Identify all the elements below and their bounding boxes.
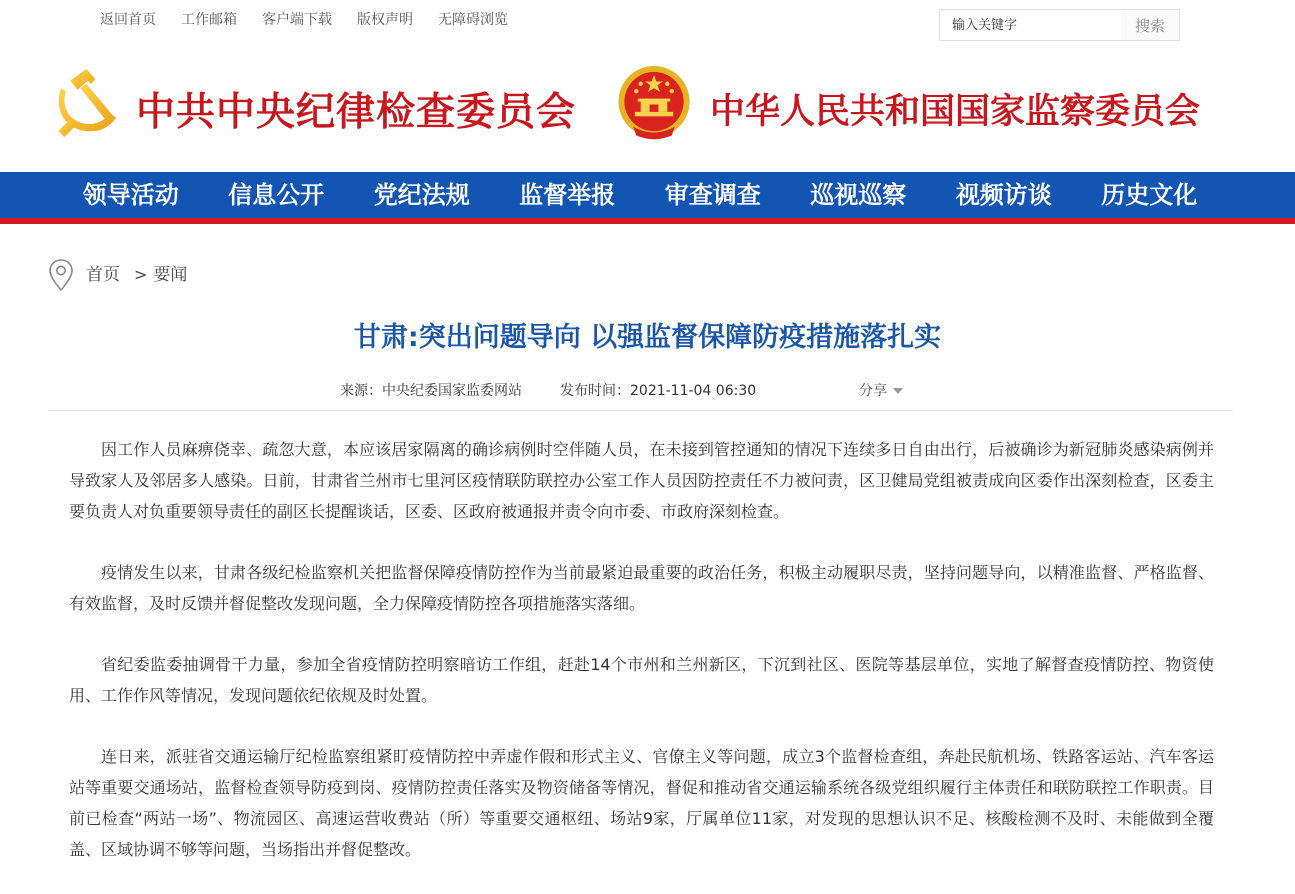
breadcrumb-separator: > [134, 265, 148, 284]
nav-underline [0, 218, 1295, 224]
search-input[interactable] [940, 10, 1120, 40]
breadcrumb [48, 258, 187, 292]
top-links [100, 10, 533, 30]
article-publish-time: 发布时间：2021-11-04 06:30 [560, 383, 757, 399]
article-source: 来源：中央纪委国家监委网站 [340, 383, 522, 399]
article-paragraph: 因工作人员麻痹侥幸、疏忽大意，本应该居家隔离的确诊病例时空伴随人员，在未接到管控通知的情况下连续多日自由出行，后被确诊为新冠肺炎感染病例并导致家人及邻居多人感染。日前，甘肃省兰州市七里河区疫情联防联控办公室工作人员因防控责任不力被问责，区卫健局党组被责成向区委作出深刻检查，区委主要负责人对负重要领导责任的副区长提醒谈话，区委、区政府被通报并责令向市委、市政府深刻检查。 [69, 440, 1214, 521]
article-paragraph: 连日来，派驻省交通运输厅纪检监察组紧盯疫情防控中弄虚作假和形式主义、官僚主义等问题，成立3个监督检查组，奔赴民航机场、铁路客运站、汽车客运站等重要交通场站，监督检查领导防疫到岗、疫情防控责任落实及物资储备等情况，督促和推动省交通运输系统各级党组织履行主体责任和联防联控工作职责。目前已检查“两站一场”、物流园区、高速运营收费站（所）等重要交通枢纽、场站9家，厅属单位11家，对发现的思想认识不足、核酸检测不及时、未能做到全覆盖、区域协调不够等问题，当场指出并督促整改。 [69, 747, 1214, 859]
main-nav [0, 172, 1295, 220]
party-emblem-icon[interactable] [48, 66, 122, 140]
national-emblem-icon[interactable] [617, 64, 691, 142]
article-meta [340, 380, 756, 402]
site-header [0, 44, 1295, 172]
article-paragraph: 疫情发生以来，甘肃各级纪检监察机关把监督保障疫情防控作为当前最紧迫最重要的政治任务，积极主动履职尽责，坚持问题导向，以精准监督、严格监督、有效监督，及时反馈并督促整改发现问题，全力保障疫情防控各项措施落实落细。 [69, 563, 1214, 613]
nav-item-report[interactable]: 监督举报 [519, 180, 616, 209]
top-link-client-download[interactable]: 客户端下载 [262, 12, 332, 28]
nav-item-inspection[interactable]: 巡视巡察 [810, 180, 907, 209]
nav-item-history[interactable]: 历史文化 [1101, 180, 1198, 209]
article-paragraph: 省纪委监委抽调骨干力量，参加全省疫情防控明察暗访工作组，赶赴14个市州和兰州新区，下沉到社区、医院等基层单位，实地了解督查疫情防控、物资使用、工作作风等情况，发现问题依纪依规及时处置。 [69, 655, 1214, 705]
caret-down-icon [893, 388, 903, 394]
nav-item-regulations[interactable]: 党纪法规 [373, 180, 470, 209]
nav-item-info-disclosure[interactable]: 信息公开 [228, 180, 325, 209]
top-link-mail[interactable]: 工作邮箱 [181, 12, 237, 28]
article-content [69, 434, 1214, 894]
breadcrumb-home[interactable]: 首页 [86, 265, 120, 285]
nav-item-video[interactable]: 视频访谈 [955, 180, 1052, 209]
supervisory-commission-title[interactable]: 中华人民共和国国家监察委员会 [710, 91, 1201, 132]
share-button[interactable] [859, 380, 903, 402]
search-button[interactable]: 搜索 [1121, 10, 1179, 40]
top-utility-bar [0, 0, 1295, 40]
location-pin-icon [48, 258, 74, 292]
top-link-copyright[interactable]: 版权声明 [357, 12, 413, 28]
nav-item-investigation[interactable]: 审查调查 [664, 180, 761, 209]
search-box [939, 9, 1180, 41]
nav-item-leadership[interactable]: 领导活动 [82, 180, 179, 209]
cpc-commission-title[interactable]: 中共中央纪律检查委员会 [136, 89, 577, 135]
top-link-accessibility[interactable]: 无障碍浏览 [438, 12, 508, 28]
breadcrumb-current[interactable]: 要闻 [153, 265, 188, 285]
divider [48, 410, 1233, 411]
top-link-home[interactable]: 返回首页 [100, 12, 156, 28]
nav-items [58, 172, 1222, 218]
share-label: 分享 [859, 383, 887, 399]
article-title: 甘肃:突出问题导向 以强监督保障防疫措施落扎实 [353, 322, 942, 353]
